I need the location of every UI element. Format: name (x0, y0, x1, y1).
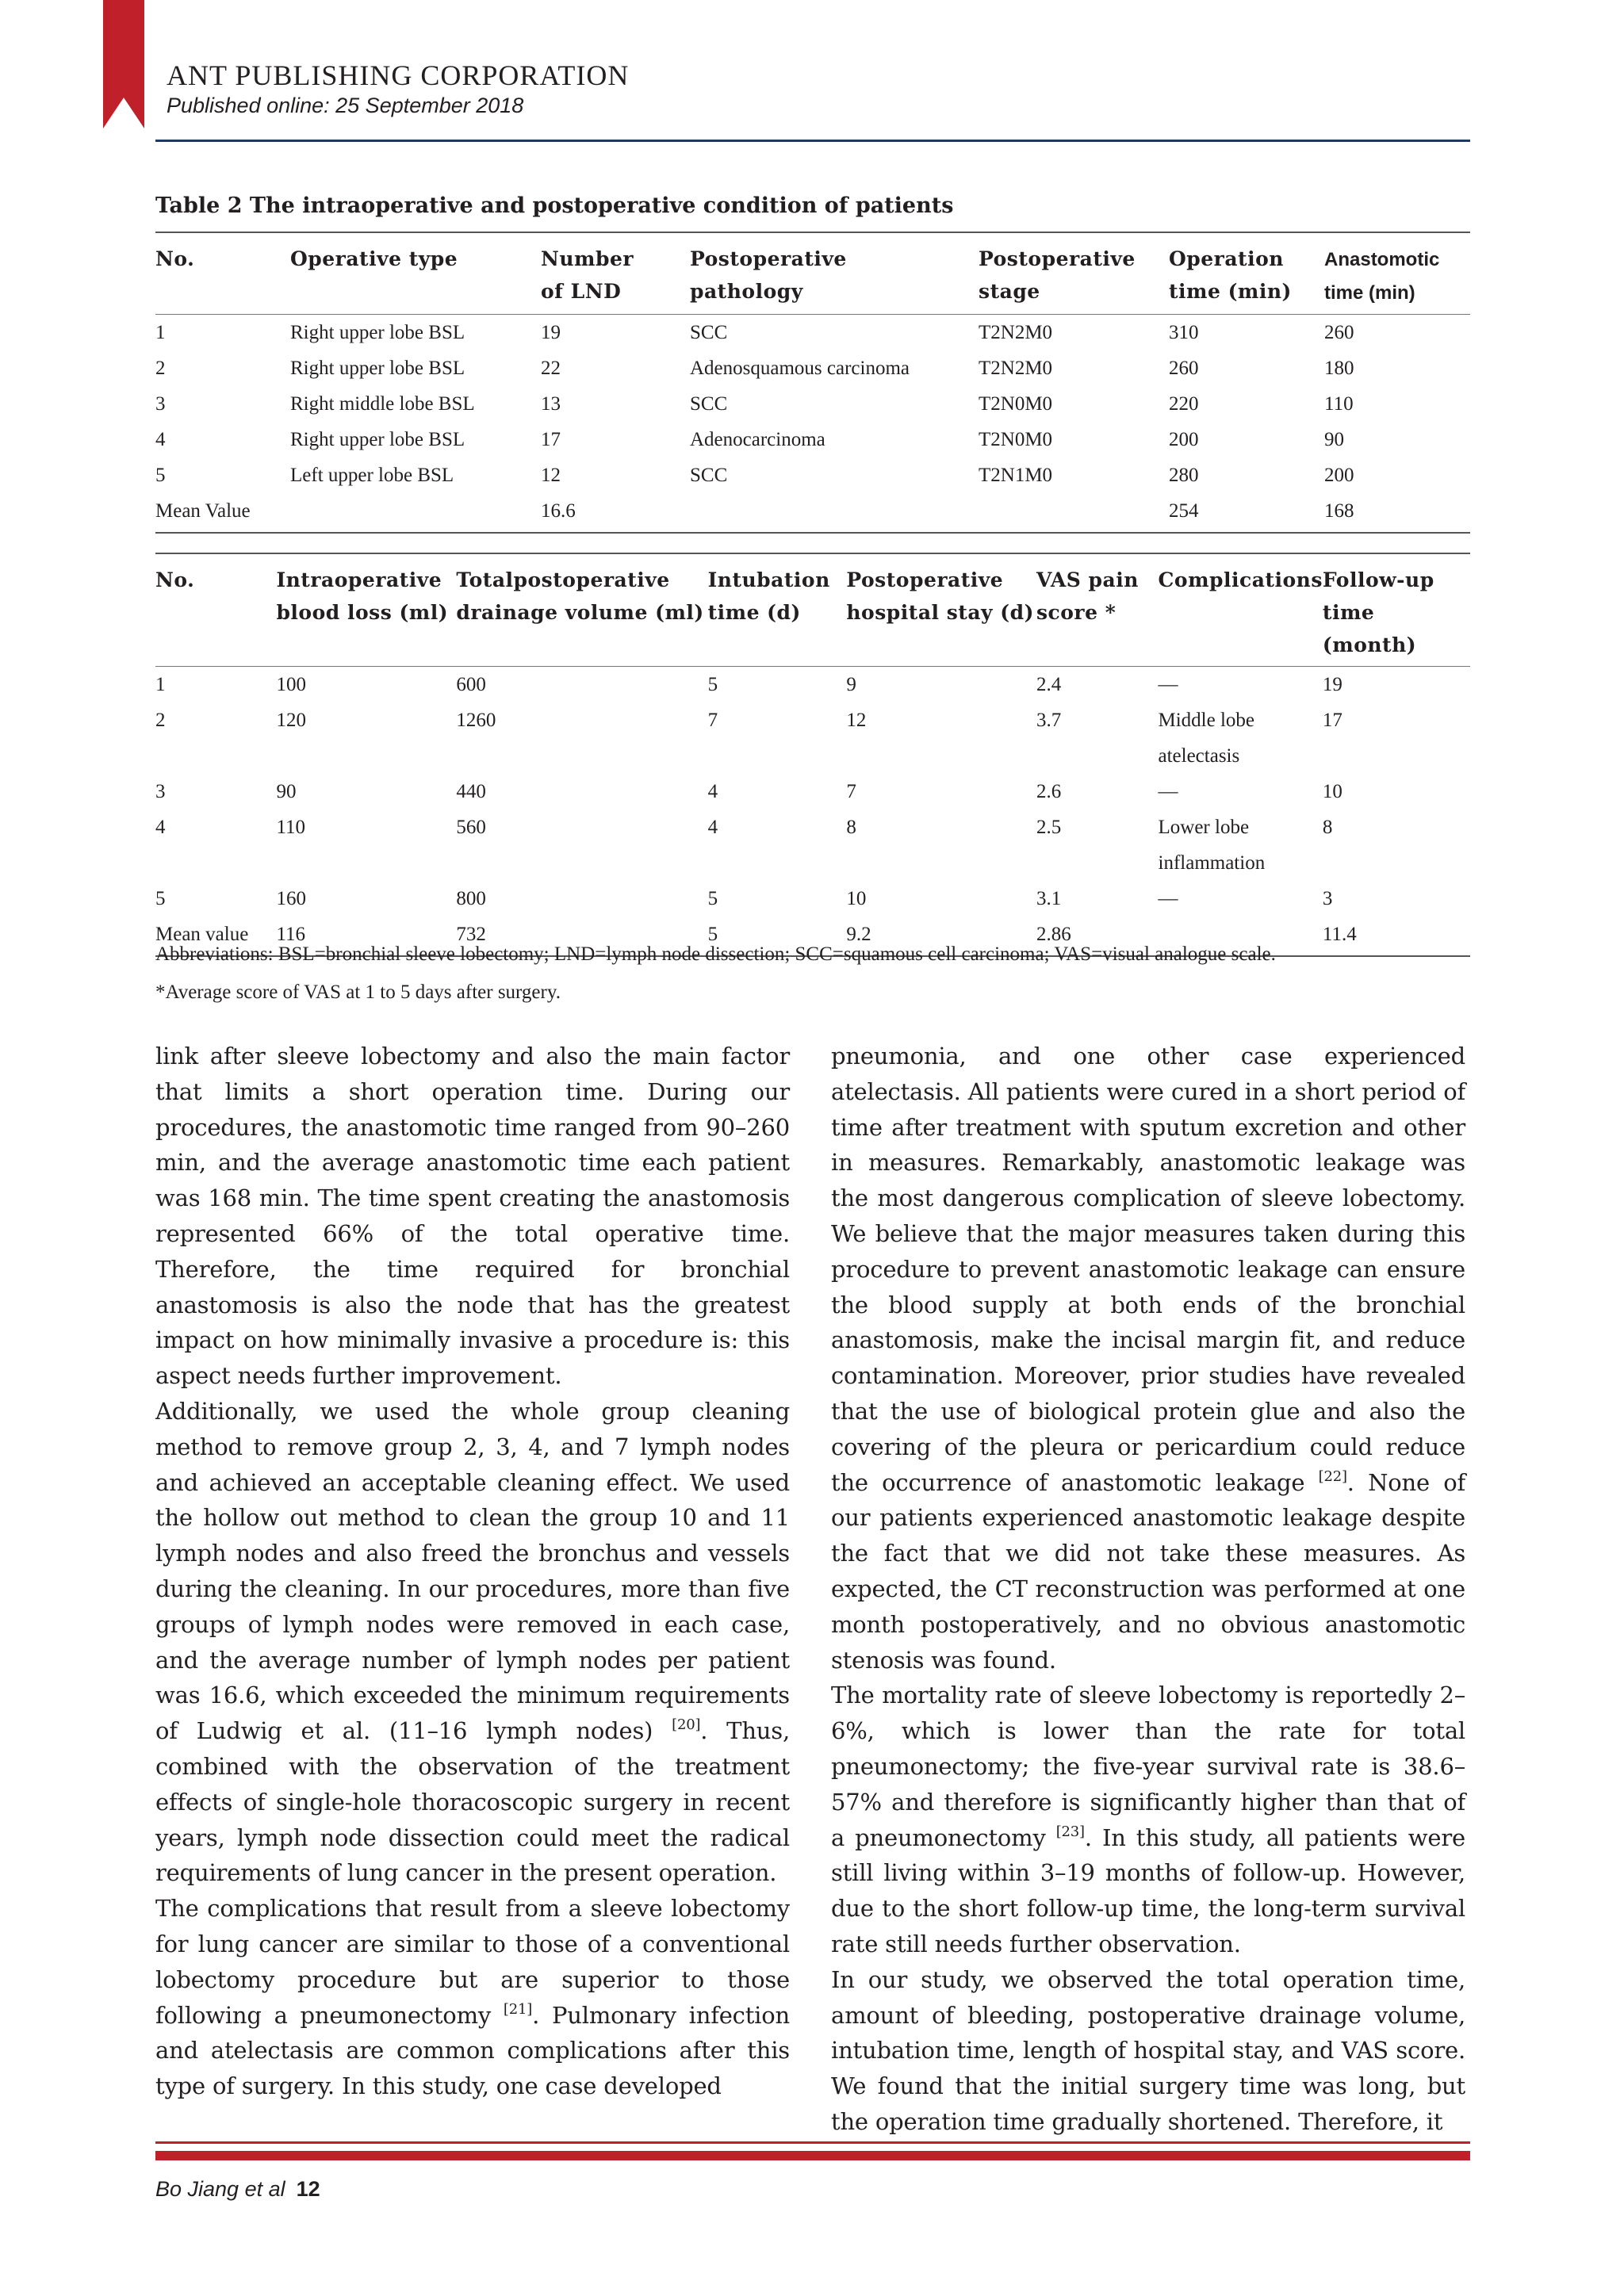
table-cell: 1260 (456, 710, 496, 731)
header-line-1: Postoperative (846, 568, 1004, 591)
header-line-2: stage (979, 280, 1040, 303)
column-header (979, 232, 1169, 315)
table-cell: 310 (1169, 322, 1199, 343)
column-header (276, 553, 456, 667)
table-cell: 168 (1324, 500, 1354, 522)
table-cell: Middle lobe atelectasis (1158, 710, 1255, 767)
citation-ref: [22] (1318, 1468, 1347, 1485)
table-title: Table 2 The intraoperative and postoperative condition of patients (155, 193, 954, 218)
paragraph: link after sleeve lobectomy and also the main factor that limits a short operation time. During our procedures, the anastomotic time ranged from 90–260 min, and the average anastomotic time each patient was 168 min. The time spent creating the anastomosis represented 66% of the total operative time. Therefore, the time required for bronchial anastomosis is also the node that has the greatest impact on how minimally invasive a procedure is: this aspect needs further improvement. (155, 1043, 790, 1390)
table-cell: T2N1M0 (979, 465, 1053, 486)
table-cell: 19 (1322, 674, 1342, 695)
column-header (290, 232, 541, 315)
table-row (155, 457, 1470, 493)
table-cell: 10 (1322, 781, 1342, 802)
table-cell: — (1158, 674, 1178, 695)
table-cell: 17 (541, 429, 561, 450)
table-cell: Left upper lobe BSL (290, 465, 454, 486)
header-line-1: Totalpostoperative (456, 568, 670, 591)
table-cell: 11.4 (1322, 924, 1357, 945)
header-line-1: Anastomotic (1324, 249, 1440, 270)
header-line-2: blood loss (ml) (276, 601, 449, 624)
column-header (1324, 232, 1470, 315)
table-row (155, 702, 1470, 774)
column-header (708, 553, 847, 667)
table-cell: 4 (707, 781, 718, 802)
running-author: Bo Jiang et al (155, 2177, 285, 2201)
table-cell: 254 (1169, 500, 1199, 522)
table-cell: 2 (155, 710, 166, 731)
body-column-left (155, 1039, 790, 2104)
header-line-2: time (min) (1324, 282, 1415, 304)
table-cell: 220 (1169, 393, 1199, 415)
table-cell: Adenosquamous carcinoma (690, 358, 910, 379)
header-line-1: Postoperative (690, 247, 847, 270)
table-cell: 3 (1322, 888, 1333, 909)
column-header (846, 553, 1036, 667)
table-cell: 5 (155, 465, 166, 486)
table-notes (155, 936, 1503, 1012)
table-cell: 560 (456, 817, 486, 838)
table-cell: 2.6 (1036, 781, 1062, 802)
column-header (1036, 553, 1159, 667)
column-header (1159, 553, 1323, 667)
header-line-1: Operation (1169, 247, 1284, 270)
table-cell: 280 (1169, 465, 1199, 486)
table-cell: 440 (456, 781, 486, 802)
table-cell: 200 (1324, 465, 1354, 486)
table-cell: Mean value (155, 924, 249, 945)
header-line-2: hospital stay (d) (846, 601, 1034, 624)
table-row (155, 315, 1470, 351)
table-cell: 4 (707, 817, 718, 838)
table-cell: 100 (276, 674, 306, 695)
header-line-1: Intraoperative (276, 568, 442, 591)
table-cell: SCC (690, 322, 728, 343)
table-part-1 (155, 232, 1470, 534)
body-column-right (831, 1039, 1465, 2140)
publisher-name: ANT PUBLISHING CORPORATION (167, 59, 630, 91)
table-cell: 110 (1324, 393, 1354, 415)
table-cell: 12 (541, 465, 561, 486)
header-line-1: Postoperative (979, 247, 1136, 270)
table-cell: 260 (1324, 322, 1354, 343)
table-cell: 7 (846, 781, 856, 802)
table-cell: 3.7 (1036, 710, 1062, 731)
table-row (155, 809, 1470, 881)
table-cell (290, 493, 541, 533)
table-cell: Adenocarcinoma (690, 429, 825, 450)
column-header (456, 553, 707, 667)
column-header (155, 232, 290, 315)
table-row (155, 422, 1470, 457)
table-cell: Lower lobe inflammation (1158, 817, 1266, 874)
column-header (1323, 553, 1470, 667)
table-cell: 90 (276, 781, 297, 802)
column-header (690, 232, 979, 315)
table-cell: 4 (155, 817, 166, 838)
header-line-1: VAS pain (1036, 568, 1139, 591)
table-cell: Right upper lobe BSL (290, 429, 465, 450)
table-cell: 800 (456, 888, 486, 909)
table-cell (690, 493, 979, 533)
table-cell: 3 (155, 393, 166, 415)
header-line-2: drainage volume (ml) (456, 601, 704, 624)
table-cell: Mean Value (155, 500, 251, 522)
paragraph: Additionally, we used the whole group cleaning method to remove group 2, 3, 4, and 7 lymph nodes and achieved an acceptable cleaning effect. We used the hollow out method to clean the group 10 and 11 lymph nodes and also freed the bronchus and vessels during the cleaning. In our procedures, more than five groups of lymph nodes were removed in each case, and the average number of lymph nodes per patient was 16.6, which exceeded the minimum requirements of Ludwig et al. (11–16 lymph nodes) [20]. Thus, combined with the observation of the treatment effects of single-hole thoracoscopic surgery in recent years, lymph node dissection could meet the radical requirements of lung cancer in the present operation. (155, 1397, 790, 1887)
table-cell: 260 (1169, 358, 1199, 379)
table-cell: 2.5 (1036, 817, 1062, 838)
table-cell: 180 (1324, 358, 1354, 379)
table-cell: T2N0M0 (979, 393, 1053, 415)
table-row (155, 386, 1470, 422)
header-line-2: of LND (541, 280, 622, 303)
header-line-1: Number (541, 247, 634, 270)
table-cell: 732 (456, 924, 486, 945)
table-cell: Right upper lobe BSL (290, 358, 465, 379)
paragraph: The mortality rate of sleeve lobectomy is reportedly 2–6%, which is lower than the rate for total pneumonectomy; the five-year survival rate is 38.6–57% and therefore is significantly higher than that of a pneumonectomy [23]. In this study, all patients were still living within 3–19 months of follow-up. However, due to the short follow-up time, the long-term survival rate still needs further observation. (831, 1682, 1465, 1957)
table-row (155, 667, 1470, 703)
table-cell: 8 (1322, 817, 1333, 838)
table-header-row (155, 553, 1470, 667)
table-cell: 16.6 (541, 500, 576, 522)
header-line-1: Complications (1158, 568, 1323, 591)
table-cell: 3.1 (1036, 888, 1062, 909)
table-cell: SCC (690, 465, 728, 486)
column-header (155, 553, 276, 667)
header-line-2: time (month) (1322, 601, 1417, 656)
table-cell: 2.86 (1036, 924, 1071, 945)
table-cell: 4 (155, 429, 166, 450)
footer-bar (155, 2151, 1470, 2160)
header-line-1: Follow-up (1322, 568, 1434, 591)
publication-date: Published online: 25 September 2018 (167, 94, 524, 117)
table-cell: 160 (276, 888, 306, 909)
table-cell: 9.2 (846, 924, 871, 945)
table-cell: Right upper lobe BSL (290, 322, 465, 343)
header-line-2: score * (1036, 601, 1116, 624)
table-cell: 1 (155, 674, 166, 695)
table-cell: 5 (155, 888, 166, 909)
table-row (155, 774, 1470, 809)
bookmark-ribbon (103, 0, 144, 128)
table-cell: 19 (541, 322, 561, 343)
header-line-1: Operative type (290, 247, 458, 270)
header-line-1: No. (155, 247, 195, 270)
table-cell: 110 (276, 817, 306, 838)
column-header (541, 232, 690, 315)
header-line-2: pathology (690, 280, 803, 303)
table-cell: SCC (690, 393, 728, 415)
table-cell: 7 (707, 710, 718, 731)
table-cell: 17 (1322, 710, 1342, 731)
citation-ref: [23] (1055, 1823, 1085, 1840)
table-cell: 8 (846, 817, 856, 838)
table-cell: T2N2M0 (979, 358, 1053, 379)
table-cell: 10 (846, 888, 867, 909)
column-header (1169, 232, 1324, 315)
page-number: 12 (296, 2177, 320, 2201)
header-line-2: time (min) (1169, 280, 1292, 303)
header-rule (155, 140, 1470, 142)
table-cell: 3 (155, 781, 166, 802)
table-row (155, 493, 1470, 533)
table-cell (979, 493, 1169, 533)
table-cell: 9 (846, 674, 856, 695)
table-cell: 22 (541, 358, 561, 379)
table-cell: 1 (155, 322, 166, 343)
table-cell: 120 (276, 710, 306, 731)
table-cell: T2N2M0 (979, 322, 1053, 343)
table-row (155, 881, 1470, 916)
table-cell: 12 (846, 710, 867, 731)
table-cell: 90 (1324, 429, 1344, 450)
header-line-1: Intubation (707, 568, 830, 591)
table-cell: 5 (707, 888, 718, 909)
table-cell: — (1158, 781, 1178, 802)
footnote: *Average score of VAS at 1 to 5 days after surgery. (155, 982, 561, 1003)
paragraph: The complications that result from a sleeve lobectomy for lung cancer are similar to those of a conventional lobectomy procedure but are superior to those following a pneumonectomy [21]. Pulmonary infection and atelectasis are common complications after this type of surgery. In this study, one case developed (155, 1895, 790, 2100)
table-cell: 116 (276, 924, 306, 945)
table-cell: 200 (1169, 429, 1199, 450)
citation-ref: [20] (672, 1716, 701, 1734)
table-cell: 600 (456, 674, 486, 695)
table-row (155, 350, 1470, 386)
table-cell: 13 (541, 393, 561, 415)
table-cell: — (1158, 888, 1178, 909)
table-cell: 2 (155, 358, 166, 379)
citation-ref: [21] (503, 2000, 533, 2018)
table-cell: 5 (707, 924, 718, 945)
paragraph: pneumonia, and one other case experienced atelectasis. All patients were cured in a short period of time after treatment with sputum excretion and other in measures. Remarkably, anastomotic leakage was the most dangerous complication of sleeve lobectomy. We believe that the major measures taken during this procedure to prevent anastomotic leakage can ensure the blood supply at both ends of the bronchial anastomosis, make the incisal margin fit, and reduce contamination. Moreover, prior studies have revealed that the use of biological protein glue and also the covering of the pleura or pericardium could reduce the occurrence of anastomotic leakage [22]. None of our patients experienced anastomotic leakage despite the fact that we did not take these measures. As expected, the CT reconstruction was performed at one month postoperatively, and no obvious anastomotic stenosis was found. (831, 1043, 1465, 1674)
table-cell: 2.4 (1036, 674, 1062, 695)
header-line-1: No. (155, 568, 195, 591)
table-cell: 5 (707, 674, 718, 695)
paragraph: In our study, we observed the total operation time, amount of bleeding, postoperative drainage volume, intubation time, length of hospital stay, and VAS score. We found that the initial surgery time was long, but the operation time gradually shortened. Therefore, it (831, 1965, 1465, 2135)
table-cell: T2N0M0 (979, 429, 1053, 450)
footer-rule (155, 2141, 1470, 2144)
page-footer (155, 2177, 320, 2202)
header-line-2: time (d) (707, 601, 801, 624)
table-header-row (155, 232, 1470, 315)
abbreviations: Abbreviations: BSL=bronchial sleeve lobectomy; LND=lymph node dissection; SCC=squamous cell carcinoma; VAS=visual analogue scale. (155, 943, 1276, 965)
table-cell: Right middle lobe BSL (290, 393, 475, 415)
table-part-2 (155, 553, 1470, 957)
